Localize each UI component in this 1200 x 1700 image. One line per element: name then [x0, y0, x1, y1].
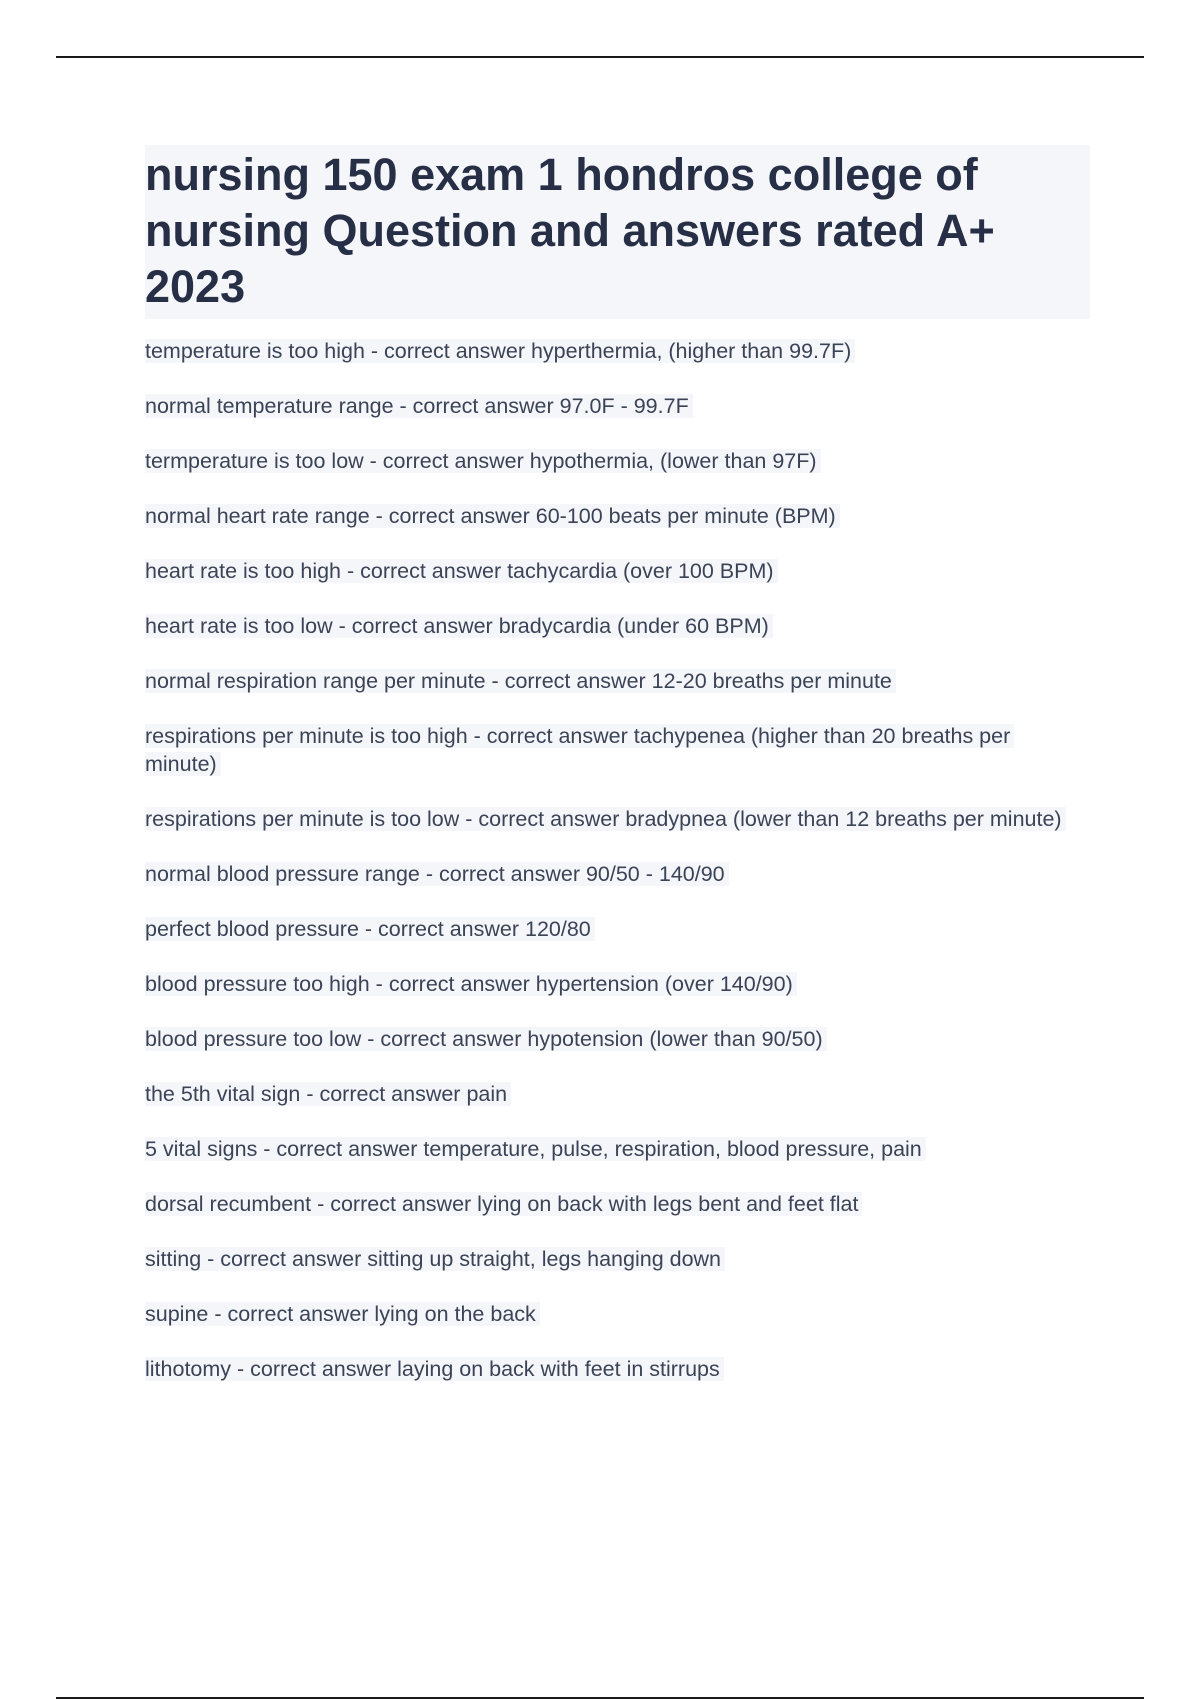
qa-text: normal heart rate range - correct answer 60-100 beats per minute (BPM)	[145, 504, 840, 528]
qa-text: temperature is too high - correct answer hyperthermia, (higher than 99.7F)	[145, 339, 855, 363]
qa-text: heart rate is too low - correct answer bradycardia (under 60 BPM)	[145, 614, 773, 638]
title-block	[145, 145, 1090, 319]
qa-item	[145, 1025, 1090, 1053]
qa-text: the 5th vital sign - correct answer pain	[145, 1082, 511, 1106]
qa-text: sitting - correct answer sitting up straight, legs hanging down	[145, 1247, 725, 1271]
qa-item	[145, 392, 1090, 420]
qa-text: respirations per minute is too low - correct answer bradypnea (lower than 12 breaths per minute)	[145, 807, 1066, 831]
qa-item	[145, 502, 1090, 530]
qa-text: normal respiration range per minute - correct answer 12-20 breaths per minute	[145, 669, 896, 693]
qa-text: respirations per minute is too high - correct answer tachypenea (higher than 20 breaths per minute)	[145, 724, 1014, 776]
qa-item	[145, 447, 1090, 475]
qa-item	[145, 337, 1090, 365]
top-divider	[56, 56, 1144, 58]
qa-text: lithotomy - correct answer laying on back with feet in stirrups	[145, 1357, 724, 1381]
qa-text: supine - correct answer lying on the back	[145, 1302, 540, 1326]
bottom-divider	[56, 1697, 1144, 1699]
qa-text: blood pressure too high - correct answer hypertension (over 140/90)	[145, 972, 797, 996]
qa-item	[145, 915, 1090, 943]
qa-text: dorsal recumbent - correct answer lying on back with legs bent and feet flat	[145, 1192, 862, 1216]
qa-item	[145, 805, 1090, 833]
qa-item	[145, 1300, 1090, 1328]
qa-list	[145, 337, 1090, 1383]
qa-text: normal blood pressure range - correct answer 90/50 - 140/90	[145, 862, 729, 886]
qa-item	[145, 1190, 1090, 1218]
document-title: nursing 150 exam 1 hondros college of nursing Question and answers rated A+ 2023	[145, 149, 995, 312]
qa-text: termperature is too low - correct answer hypothermia, (lower than 97F)	[145, 449, 821, 473]
qa-item	[145, 1355, 1090, 1383]
qa-item	[145, 1135, 1090, 1163]
qa-item	[145, 860, 1090, 888]
qa-item	[145, 1245, 1090, 1273]
qa-text: perfect blood pressure - correct answer 120/80	[145, 917, 595, 941]
qa-item	[145, 557, 1090, 585]
qa-text: 5 vital signs - correct answer temperature, pulse, respiration, blood pressure, pain	[145, 1137, 926, 1161]
document-page	[145, 145, 1090, 1410]
qa-text: normal temperature range - correct answer 97.0F - 99.7F	[145, 394, 693, 418]
qa-text: blood pressure too low - correct answer hypotension (lower than 90/50)	[145, 1027, 827, 1051]
qa-item	[145, 722, 1090, 778]
qa-item	[145, 970, 1090, 998]
qa-item	[145, 612, 1090, 640]
qa-item	[145, 667, 1090, 695]
qa-text: heart rate is too high - correct answer tachycardia (over 100 BPM)	[145, 559, 778, 583]
qa-item	[145, 1080, 1090, 1108]
